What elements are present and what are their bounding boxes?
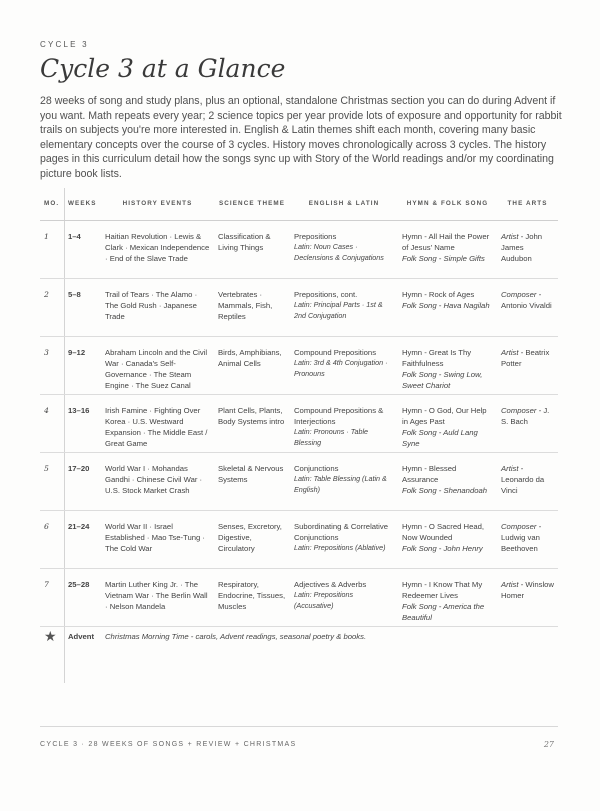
english-latin — [290, 452, 398, 510]
weeks-range: 21–24 — [64, 510, 101, 568]
arts-name: John James Audubon — [501, 231, 543, 264]
hymn-title: Hymn - Blessed Assurance — [402, 463, 457, 484]
arts-role: Artist - — [501, 231, 524, 241]
footer-divider — [40, 726, 558, 727]
header-arts: THE ARTS — [497, 188, 558, 220]
english-topic: Prepositions, cont. — [294, 289, 358, 299]
section-eyebrow: CYCLE 3 — [40, 40, 89, 49]
english-latin — [290, 510, 398, 568]
history-events: Irish Famine · Fighting Over Korea · U.S. Westward Expansion · The Middle East / Great Game — [101, 394, 214, 452]
hymn-folk — [398, 568, 497, 626]
latin-topic: Latin: Pronouns · Table Blessing — [294, 427, 369, 447]
hymn-folk — [398, 220, 497, 278]
month-number: 3 — [40, 336, 64, 394]
the-arts — [497, 278, 558, 336]
the-arts — [497, 394, 558, 452]
star-icon: ★ — [44, 627, 57, 644]
table-header-row — [40, 188, 558, 220]
weeks-range: 5–8 — [64, 278, 101, 336]
month-number: 5 — [40, 452, 64, 510]
table-row — [40, 510, 558, 568]
advent-description: Christmas Morning Time - carols, Advent readings, seasonal poetry & books. — [105, 631, 367, 641]
english-topic: Compound Prepositions & Interjections — [294, 405, 384, 426]
hymn-title: Hymn - O God, Our Help in Ages Past — [402, 405, 487, 426]
english-topic: Prepositions — [294, 231, 337, 241]
header-history: HISTORY EVENTS — [101, 188, 214, 220]
latin-topic: Latin: Prepositions (Accusative) — [294, 589, 354, 610]
hymn-title: Hymn - Great Is Thy Faithfulness — [402, 347, 472, 368]
folk-song-title: Folk Song - Simple Gifts — [402, 254, 485, 264]
hymn-folk — [398, 336, 497, 394]
english-topic: Conjunctions — [294, 463, 339, 473]
latin-topic: Latin: Principal Parts · 1st & 2nd Conjugation — [294, 299, 383, 320]
science-theme: Plant Cells, Plants, Body Systems intro — [214, 394, 290, 452]
english-latin — [290, 278, 398, 336]
month-number: 1 — [40, 220, 64, 278]
history-events: World War I · Mohandas Gandhi · Chinese Civil War · U.S. Stock Market Crash — [101, 452, 214, 510]
table-row — [40, 336, 558, 394]
header-english: ENGLISH & LATIN — [290, 188, 398, 220]
advent-label: Advent — [68, 631, 95, 641]
latin-topic: Latin: Prepositions (Ablative) — [294, 543, 386, 553]
history-events: Haitian Revolution · Lewis & Clark · Mexican Independence · End of the Slave Trade — [101, 220, 214, 278]
science-theme: Classification & Living Things — [214, 220, 290, 278]
english-topic: Adjectives & Adverbs — [294, 579, 367, 589]
arts-role: Artist - — [501, 579, 524, 589]
month-number: 4 — [40, 394, 64, 452]
advent-row — [40, 626, 558, 662]
footer-text: CYCLE 3 · 28 WEEKS OF SONGS + REVIEW + CHRISTMAS — [40, 741, 297, 748]
latin-topic: Latin: Table Blessing (Latin & English) — [294, 473, 387, 494]
the-arts — [497, 568, 558, 626]
table-row — [40, 452, 558, 510]
header-science: SCIENCE THEME — [214, 188, 290, 220]
weeks-range: 13–16 — [64, 394, 101, 452]
table-row — [40, 278, 558, 336]
hymn-title: Hymn - Rock of Ages — [402, 289, 475, 299]
the-arts — [497, 336, 558, 394]
hymn-folk — [398, 510, 497, 568]
latin-topic: Latin: Noun Cases · Declensions & Conjugations — [294, 241, 384, 262]
history-events: Martin Luther King Jr. · The Vietnam War · The Berlin Wall · Nelson Mandela — [101, 568, 214, 626]
history-events: World War II · Israel Established · Mao Tse-Tung · The Cold War — [101, 510, 214, 568]
folk-song-title: Folk Song - Hava Nagilah — [402, 300, 490, 310]
english-latin — [290, 220, 398, 278]
english-latin — [290, 336, 398, 394]
month-number: 2 — [40, 278, 64, 336]
science-theme: Senses, Excretory, Digestive, Circulatory — [214, 510, 290, 568]
hymn-folk — [398, 452, 497, 510]
arts-role: Artist - — [501, 347, 524, 357]
english-topic: Compound Prepositions — [294, 347, 377, 357]
folk-song-title: Folk Song - John Henry — [402, 544, 483, 554]
month-number: 7 — [40, 568, 64, 626]
hymn-title: Hymn - O Sacred Head, Now Wounded — [402, 521, 485, 542]
folk-song-title: Folk Song - Auld Lang Syne — [402, 428, 478, 449]
page-title: Cycle 3 at a Glance — [40, 54, 286, 83]
science-theme: Vertebrates · Mammals, Fish, Reptiles — [214, 278, 290, 336]
advent-icon-cell — [40, 626, 64, 662]
arts-role: Composer - — [501, 289, 542, 299]
arts-name: Antonio Vivaldi — [501, 300, 552, 310]
header-weeks: WEEKS — [64, 188, 101, 220]
arts-name: Winslow Homer — [501, 579, 554, 600]
weeks-range: 9–12 — [64, 336, 101, 394]
weeks-range: 1–4 — [64, 220, 101, 278]
science-theme: Respiratory, Endocrine, Tissues, Muscles — [214, 568, 290, 626]
folk-song-title: Folk Song - America the Beautiful — [402, 602, 485, 623]
page-number: 27 — [543, 740, 554, 749]
arts-name: J. S. Bach — [501, 405, 550, 426]
english-latin — [290, 394, 398, 452]
arts-role: Artist - — [501, 463, 524, 473]
arts-role: Composer - — [501, 521, 542, 531]
table-row — [40, 220, 558, 278]
history-events: Abraham Lincoln and the Civil War · Canada's Self-Governance · The Steam Engine · The Suez Canal — [101, 336, 214, 394]
the-arts — [497, 220, 558, 278]
the-arts — [497, 452, 558, 510]
intro-paragraph: 28 weeks of song and study plans, plus an optional, standalone Christmas section you can do during Advent if you want. Math repeats every year; 2 science topics per year provide lots of exposure and opportunity for rabbit trails on subjects you're more interested in. English & Latin themes shift each month, covering many basic elementary concepts over the course of 3 cycles. History moves chronologically across 3 cycles. The history pages in this curriculum detail how the songs sync up with Story of the World readings and/or my coordinating picture book lists. — [40, 95, 562, 180]
english-latin — [290, 568, 398, 626]
hymn-folk — [398, 278, 497, 336]
science-theme: Birds, Amphibians, Animal Cells — [214, 336, 290, 394]
the-arts — [497, 510, 558, 568]
weeks-range: 25–28 — [64, 568, 101, 626]
month-number: 6 — [40, 510, 64, 568]
weeks-range: 17–20 — [64, 452, 101, 510]
table-row — [40, 394, 558, 452]
header-mo: MO. — [40, 188, 64, 220]
science-theme: Skeletal & Nervous Systems — [214, 452, 290, 510]
header-hymn: HYMN & FOLK SONG — [398, 188, 497, 220]
history-events: Trail of Tears · The Alamo · The Gold Rush · Japanese Trade — [101, 278, 214, 336]
hymn-title: Hymn - I Know That My Redeemer Lives — [402, 579, 483, 600]
arts-role: Composer - — [501, 405, 542, 415]
folk-song-title: Folk Song - Swing Low, Sweet Chariot — [402, 370, 483, 391]
hymn-title: Hymn - All Hail the Power of Jesus' Name — [402, 231, 490, 252]
table-row — [40, 568, 558, 626]
latin-topic: Latin: 3rd & 4th Conjugation · Pronouns — [294, 357, 388, 378]
english-topic: Subordinating & Correlative Conjunctions — [294, 521, 389, 542]
folk-song-title: Folk Song - Shenandoah — [402, 486, 488, 496]
hymn-folk — [398, 394, 497, 452]
arts-name: Ludwig van Beethoven — [501, 532, 540, 554]
glance-table — [40, 188, 558, 662]
arts-name: Leonardo da Vinci — [501, 474, 545, 496]
arts-name: Beatrix Potter — [501, 347, 550, 368]
